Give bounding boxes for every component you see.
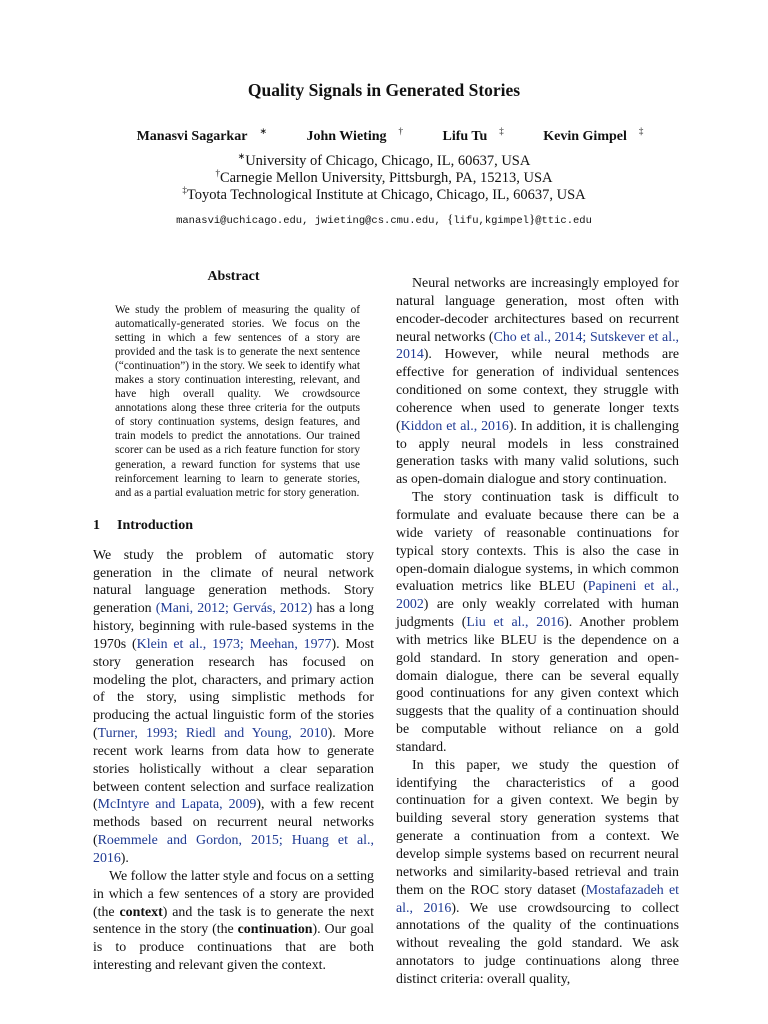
- author: Kevin Gimpel ‡: [543, 126, 644, 144]
- left-column: [93, 268, 374, 975]
- affiliation: ‡Toyota Technological Institute at Chicago, Chicago, IL, 60637, USA: [182, 185, 586, 203]
- section-heading: 1 Introduction: [93, 517, 193, 533]
- paragraph: We follow the latter style and focus on a setting in which a few sentences of a story are provided (the context) and the task is to generate the next sentence in the story (the continuation). Our goal is to produce continuations that are both interesting and relevant given the context.: [93, 868, 374, 974]
- citation-link[interactable]: Kiddon et al., 2016: [400, 418, 509, 434]
- email[interactable]: manasvi@uchicago.edu: [176, 215, 303, 227]
- paragraph: In this paper, we study the question of identifying the characteristics of a good continuation for a given context. We begin by building several story generation systems that generate a continuation from a context. We develop simple systems based on recurrent neural networks and similarity-based retrieval and train them on the ROC story dataset (Mostafazadeh et al., 2016). We use crowdsourcing to collect annotations of the quality of the continuations without revealing the gold standard. We ask annotators to judge continuations along three distinct criteria: overall quality,: [396, 757, 679, 987]
- email-line: manasvi@uchicago.edu, jwieting@cs.cmu.edu, {lifu,kgimpel}@ttic.edu: [176, 211, 592, 227]
- email[interactable]: jwieting@cs.cmu.edu: [314, 215, 435, 227]
- citation-link[interactable]: McIntyre and Lapata, 2009: [97, 797, 257, 813]
- author: Manasvi Sagarkar ∗: [136, 126, 267, 144]
- right-column: [396, 275, 679, 989]
- citation-link[interactable]: Liu et al., 2016: [466, 615, 565, 631]
- paper-title: Quality Signals in Generated Stories: [247, 80, 521, 100]
- abstract-text: We study the problem of measuring the quality of automatically-generated stories. We focus on the setting in which a few sentences of a story are provided and the task is to generate the next sentence (“continuation”) in the story. We seek to identify what makes a story continuation interesting, relevant, and have high overall quality. We crowdsource annotations along these three criteria for the outputs of story continuation systems, design features, and train models to predict the annotations. Our trained scorer can be used as a rich feature function for story generation, a reward function for systems that use reinforcement learning to learn to generate stories, and as a partial evaluation metric for story generation.: [115, 304, 360, 499]
- citation-link[interactable]: Turner, 1993; Riedl and Young, 2010: [97, 726, 328, 742]
- author: Lifu Tu ‡: [442, 126, 504, 144]
- citation-link[interactable]: Cho et al., 2014; Sutskever et al., 2014: [396, 329, 680, 363]
- affiliation: ∗University of Chicago, Chicago, IL, 60637, USA: [237, 151, 531, 169]
- citation-link[interactable]: (Mani, 2012; Gervás, 2012): [155, 601, 313, 617]
- affiliation: †Carnegie Mellon University, Pittsburgh, PA, 15213, USA: [215, 168, 553, 186]
- author: John Wieting †: [306, 126, 403, 144]
- paragraph: The story continuation task is difficult to formulate and evaluate because there can be a wide variety of reasonable continuations for typical story contexts. This is also the case in open-domain dialogue systems, in which common evaluation metrics like BLEU (Papineni et al., 2002) are only weakly correlated with human judgments (Liu et al., 2016). Another problem with metrics like BLEU is the dependence on a gold standard. In story generation and open-domain dialogue, there can be several equally good continuations for any given context which suggests that the quality of a continuation should be computable without reliance on a gold standard.: [396, 490, 679, 755]
- citation-link[interactable]: Papineni et al., 2002: [396, 579, 679, 613]
- author-list: [0, 126, 768, 145]
- email[interactable]: lifu,kgimpel: [453, 215, 529, 227]
- paragraph: We study the problem of automatic story generation in the climate of neural network natural language generation methods. Story generation (Mani, 2012; Gervás, 2012) has a long history, beginning with rule-based systems in the 1970s (Klein et al., 1973; Meehan, 1977). Most story generation research has focused on modeling the plot, characters, and primary action of the story, using simplistic methods for producing the actual linguistic form of the stories (Turner, 1993; Riedl and Young, 2010). More recent work learns from data how to generate stories holistically without a clear separation between content selection and surface realization (McIntyre and Lapata, 2009), with a few recent methods based on recurrent neural networks (Roemmele and Gordon, 2015; Huang et al., 2016).: [93, 547, 374, 866]
- citation-link[interactable]: Roemmele and Gordon, 2015; Huang et al., 2016: [93, 833, 374, 866]
- citation-link[interactable]: Mostafazadeh et al., 2016: [396, 882, 679, 916]
- paragraph: Neural networks are increasingly employed for natural language generation, most often with encoder-decoder architectures based on recurrent neural networks (Cho et al., 2014; Sutskever et al., 2014). However, while neural methods are effective for generation of individual sentences conditioned on some context, they struggle with coherence when used to generate longer texts (Kiddon et al., 2016). In addition, it is challenging to apply neural models in less constrained generation tasks with many valid solutions, such as open-domain dialogue and story continuation.: [396, 276, 680, 488]
- abstract-heading: Abstract: [207, 269, 260, 284]
- citation-link[interactable]: Klein et al., 1973; Meehan, 1977: [136, 636, 332, 652]
